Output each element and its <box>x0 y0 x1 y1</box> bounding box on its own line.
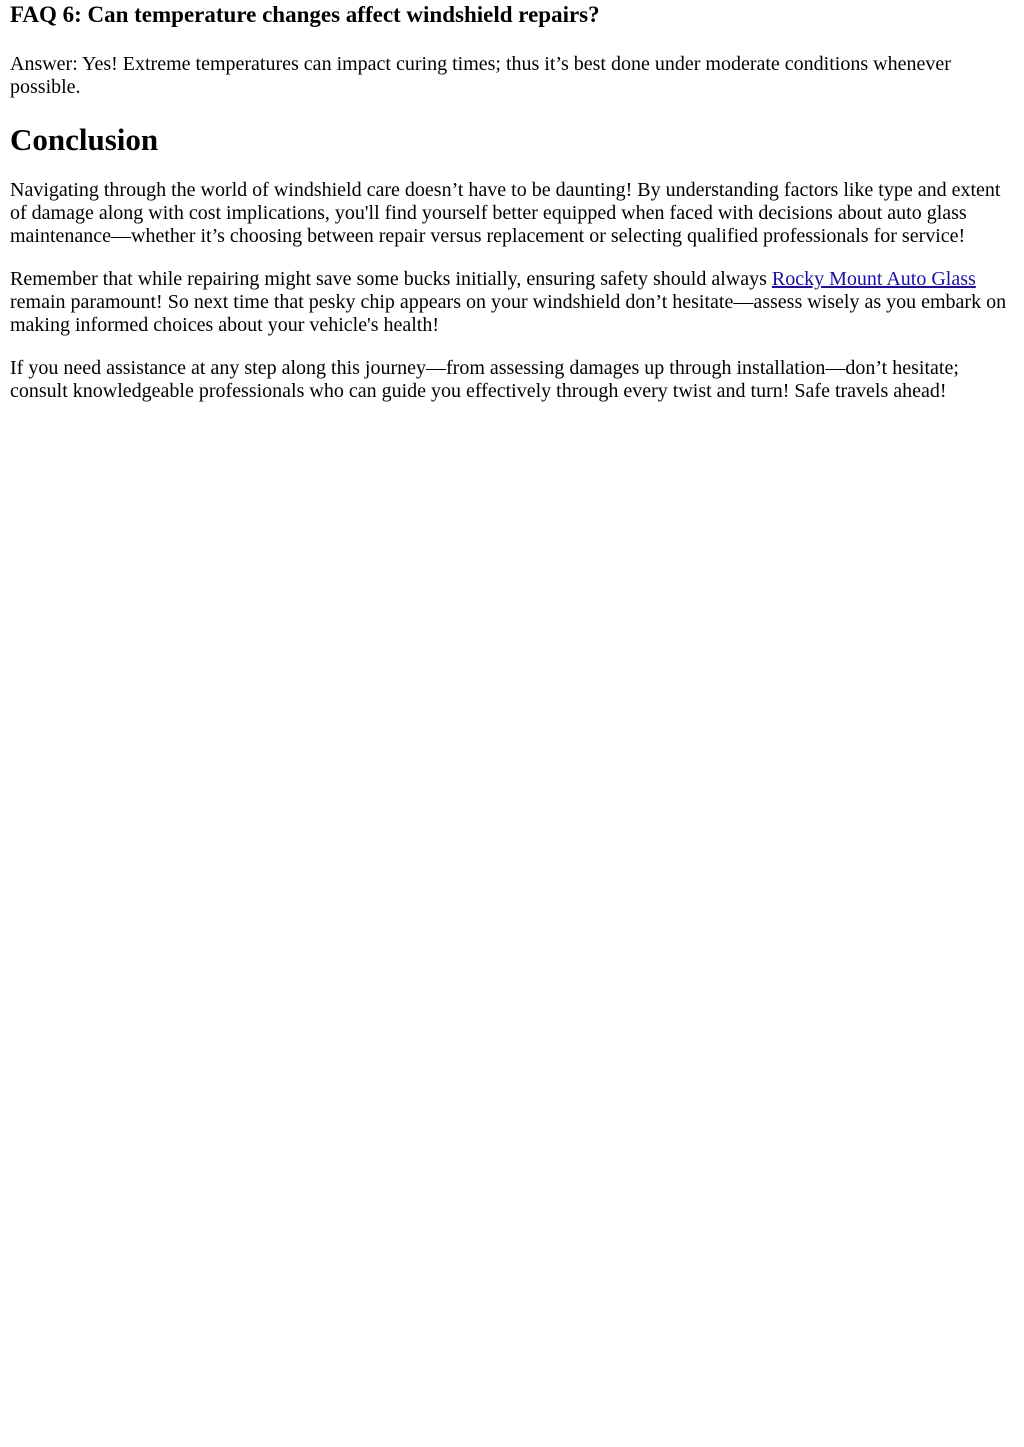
rocky-mount-auto-glass-link[interactable]: Rocky Mount Auto Glass <box>771 268 976 290</box>
conclusion-heading: Conclusion <box>10 122 159 157</box>
paragraph-2-text-before-link: Remember that while repairing might save some bucks initially, ensuring safety should always <box>10 268 772 290</box>
conclusion-paragraph-1: Navigating through the world of windshield care doesn’t have to be daunting! By understanding factors like type and extent of damage along with cost implications, you'll find yourself better equipped when faced with decisions about auto glass maintenance—whether it’s choosing between repair versus replacement or selecting qualified professionals for service! <box>10 179 1001 247</box>
article-content <box>0 1 1024 403</box>
faq-heading: FAQ 6: Can temperature changes affect windshield repairs? <box>10 2 600 27</box>
paragraph-2-text-after-link: remain paramount! So next time that pesky chip appears on your windshield don’t hesitate—assess wisely as you embark on making informed choices about your vehicle's health! <box>10 291 1007 336</box>
faq-answer: Answer: Yes! Extreme temperatures can impact curing times; thus it’s best done under moderate conditions whenever possible. <box>10 53 951 98</box>
conclusion-paragraph-3: If you need assistance at any step along this journey—from assessing damages up through installation—don’t hesitate; consult knowledgeable professionals who can guide you effectively through every twist and turn! Safe travels ahead! <box>10 357 959 402</box>
conclusion-paragraph-2 <box>10 268 1014 337</box>
